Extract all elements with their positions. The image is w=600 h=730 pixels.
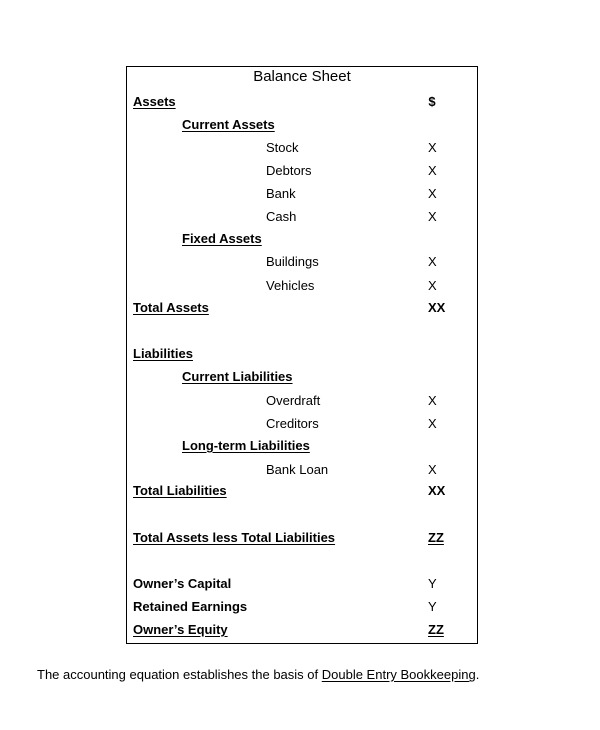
subsection-label: Current Liabilities [182,369,293,384]
table-row [127,344,477,364]
table-row [127,138,477,158]
table-row [127,367,477,387]
section-label: Liabilities [133,346,193,361]
net-assets-label: Total Assets less Total Liabilities [133,530,336,545]
footer-caption [37,665,479,685]
footer-end: . [475,667,480,682]
equity-total-amount: ZZ [428,622,444,637]
item-label: Cash [266,209,297,224]
total-amount: XX [428,483,446,498]
table-row [127,298,477,318]
table-row [127,252,477,272]
total-amount: XX [428,300,446,315]
total-label: Total Assets [133,300,209,315]
table-row [127,460,477,480]
double-entry-link[interactable]: Double Entry Bookkeeping [321,667,476,682]
table-row [127,207,477,227]
equity-total-label: Owner’s Equity [133,622,228,637]
table-row [127,436,477,456]
equity-item-label: Retained Earnings [133,599,248,614]
item-label: Debtors [266,163,312,178]
table-row [127,184,477,204]
balance-sheet-table [126,66,478,644]
amount-header: $ [428,94,436,109]
total-label: Total Liabilities [133,483,227,498]
table-row [127,574,477,594]
item-amount: X [428,163,437,178]
section-label: Assets [133,94,176,109]
table-row [127,391,477,411]
table-row [127,620,477,640]
item-amount: X [428,254,437,269]
item-amount: X [428,416,437,431]
table-row [127,528,477,548]
equity-item-amount: Y [428,599,437,614]
equity-item-amount: Y [428,576,437,591]
item-label: Buildings [266,254,319,269]
item-label: Stock [266,140,299,155]
subsection-label: Long-term Liabilities [182,438,310,453]
table-row [127,161,477,181]
net-assets-amount: ZZ [428,530,444,545]
table-row [127,597,477,617]
item-amount: X [428,393,437,408]
balance-sheet-title: Balance Sheet [253,68,351,85]
item-amount: X [428,209,437,224]
table-row [127,92,477,112]
item-amount: X [428,462,437,477]
item-amount: X [428,186,437,201]
item-amount: X [428,140,437,155]
table-row [127,115,477,135]
subsection-label: Current Assets [182,117,275,132]
subsection-label: Fixed Assets [182,231,262,246]
equity-item-label: Owner’s Capital [133,576,232,591]
item-label: Vehicles [266,278,315,293]
table-row [127,414,477,434]
footer-text: The accounting equation establishes the basis of [37,667,322,682]
table-row [127,481,477,501]
table-row [127,276,477,296]
item-label: Bank [266,186,296,201]
item-label: Overdraft [266,393,321,408]
item-label: Creditors [266,416,319,431]
item-amount: X [428,278,437,293]
item-label: Bank Loan [266,462,329,477]
table-row [127,229,477,249]
